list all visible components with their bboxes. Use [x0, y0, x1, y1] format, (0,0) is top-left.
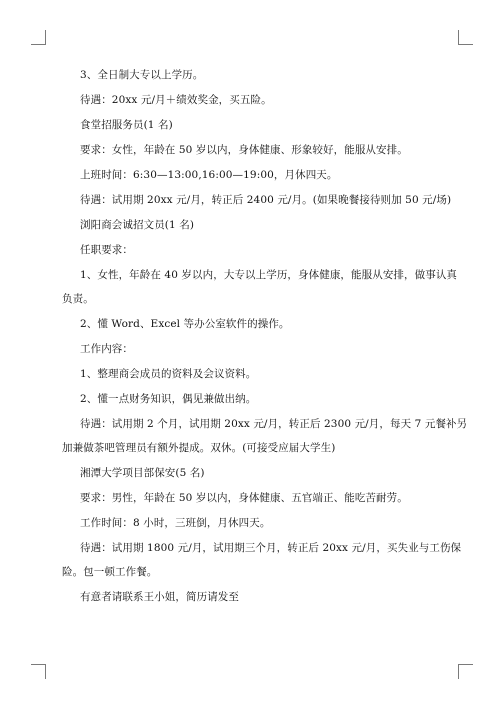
page-corner-mark-bottom-left	[31, 664, 46, 679]
paragraph-line: 待遇：试用期 20xx 元/月，转正后 2400 元/月。(如果晚餐接待则加 50 元/场)	[80, 194, 452, 206]
section-heading: 湘潭大学项目部保安(5 名)	[80, 467, 205, 479]
paragraph-line: 上班时间：6:30—13:00,16:00—19:00，月休四天。	[80, 169, 338, 181]
paragraph-line: 待遇：试用期 2 个月，试用期 20xx 元/月，转正后 2300 元/月，每天 7 元餐补另	[80, 418, 468, 430]
paragraph-line: 待遇：20xx 元/月＋绩效奖金，买五险。	[80, 94, 272, 106]
paragraph-line: 要求：女性，年龄在 50 岁以内，身体健康、形象较好，能服从安排。	[80, 144, 408, 156]
paragraph-continuation-line: 加兼做茶吧管理员有额外提成。双休。(可接受应届大学生)	[62, 442, 336, 454]
section-heading: 浏阳商会诚招文员(1 名)	[80, 219, 195, 231]
paragraph-continuation-line: 负责。	[62, 293, 94, 305]
paragraph-line: 2、懂 Word、Excel 等办公室软件的操作。	[80, 318, 290, 330]
paragraph-line: 有意者请联系王小姐，简历请发至	[80, 591, 239, 603]
paragraph-line: 1、整理商会成员的资料及会议资料。	[80, 368, 257, 380]
page-corner-mark-bottom-right	[458, 664, 473, 679]
paragraph-line: 任职要求：	[80, 244, 133, 256]
paragraph-line: 要求：男性，年龄在 50 岁以内，身体健康、五官端正、能吃苦耐劳。	[80, 492, 408, 504]
paragraph-line: 待遇：试用期 1800 元/月，试用期三个月，转正后 20xx 元/月，买失业与工伤保	[80, 542, 462, 554]
paragraph-line: 3、全日制大专以上学历。	[80, 69, 204, 81]
paragraph-line: 1、女性，年龄在 40 岁以内，大专以上学历，身体健康，能服从安排，做事认真	[80, 269, 458, 281]
paragraph-line: 2、懂一点财务知识，偶见兼做出纳。	[80, 393, 257, 405]
paragraph-line: 工作时间：8 小时，三班倒，月休四天。	[80, 517, 271, 529]
page-corner-mark-top-right	[458, 30, 473, 45]
section-heading: 食堂招服务员(1 名)	[80, 119, 173, 131]
paragraph-continuation-line: 险。包一顿工作餐。	[62, 566, 158, 578]
paragraph-line: 工作内容：	[80, 343, 133, 355]
page-corner-mark-top-left	[31, 30, 46, 45]
